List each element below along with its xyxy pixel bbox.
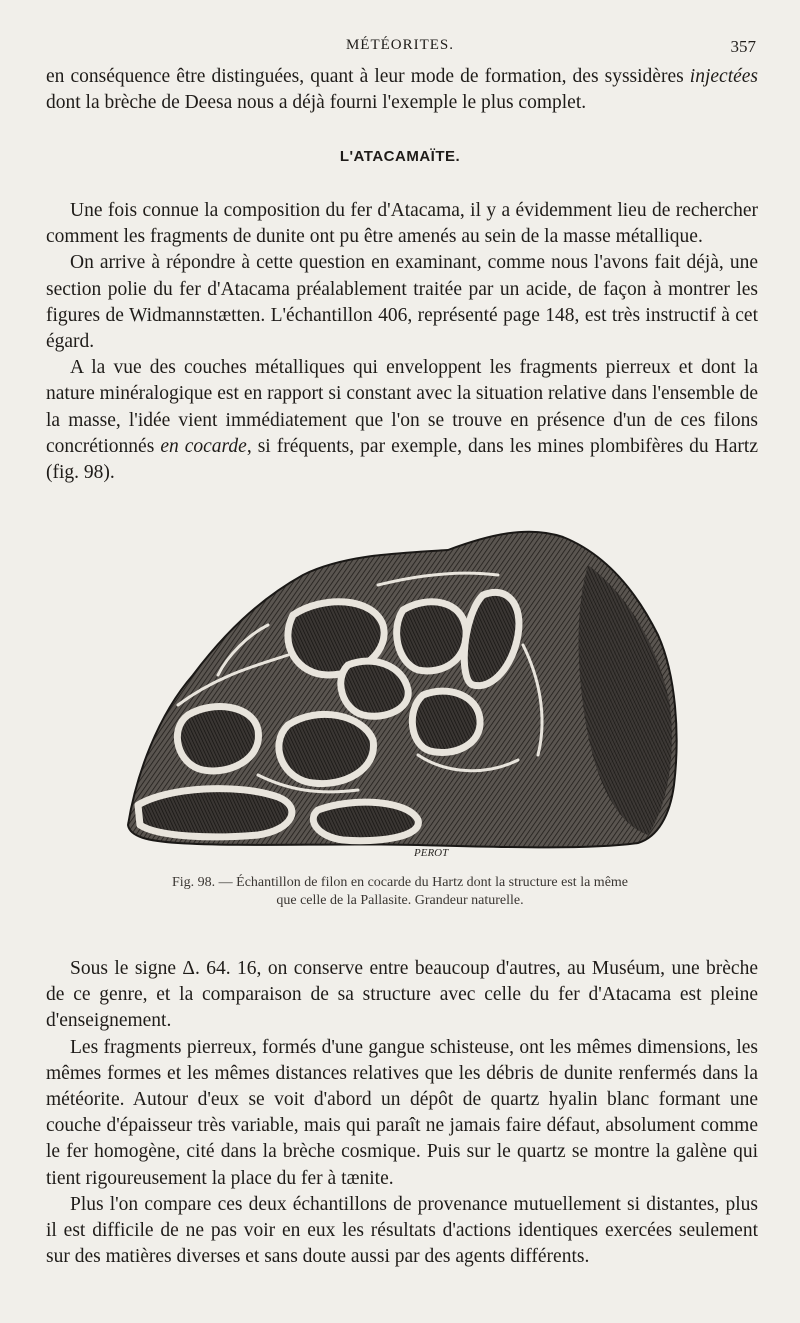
running-head (40, 37, 760, 61)
paragraph-3 (46, 355, 758, 486)
caption-line-1: Fig. 98. — Échantillon de filon en cocarde du Hartz dont la structure est la même (171, 875, 629, 890)
running-head-title: MÉTÉORITES. (345, 37, 455, 53)
section-body-bottom (46, 956, 758, 1270)
paragraph-3-a: A la vue des couches métalliques qui enveloppent les fragments pierreux et dont la nature minéralogique est en rapport si constant avec la situation relative dans l'ensemble de la masse, l'idée vient immédiatement que l'on se trouve en présence d'un de ces filons concrétionnés (46, 357, 758, 457)
intro-emphasis: injectées (689, 66, 759, 87)
figure-caption (100, 874, 700, 910)
paragraph-1: Une fois connue la composition du fer d'Atacama, il y a évidemment lieu de rechercher comment les fragments de dunite ont pu être amenés au sein de la masse métallique. (46, 200, 758, 248)
paragraph-5: Les fragments pierreux, formés d'une gangue schisteuse, ont les mêmes dimensions, les mêmes formes et les mêmes distances relatives que les débris de dunite renfermés dans la météorite. Autour d'eux se voit d'abord un dépôt de quartz hyalin blanc formant une couche d'épaisseur très variable, mais qui paraît ne jamais faire défaut, absolument comme le fer homogène, cité dans la brèche cosmique. Puis sur le quartz se montre la galène qui tient rigoureusement la place du fer à tænite. (46, 1036, 758, 1189)
ore-specimen-engraving (118, 525, 684, 865)
figure-98-illustration (118, 525, 684, 865)
paragraph-3-b: , si fréquents, par exemple, dans les mines plombifères du Hartz (fig. 98). (46, 435, 758, 484)
section-body-top (46, 198, 758, 486)
paragraph-3-emphasis: en cocarde (160, 435, 247, 457)
section-title: L'ATACAMAÏTE. (339, 148, 461, 165)
paragraph-2: On arrive à répondre à cette question en examinant, comme nous l'avons fait déjà, une section polie du fer d'Atacama préalablement traitée par un acide, de façon à montrer les figures de Widmannstætten. L'échantillon 406, représenté page 148, est très instructif à cet égard. (46, 252, 758, 353)
engraver-signature: PEROT (414, 847, 449, 859)
intro-line (46, 64, 758, 116)
page-number: 357 (730, 37, 756, 56)
intro-line-1: en conséquence être distinguées, quant à leur mode de formation, des syssidères (46, 66, 684, 87)
intro-paragraph (46, 64, 758, 116)
caption-line-2: que celle de la Pallasite. Grandeur naturelle. (276, 893, 524, 908)
paragraph-6: Plus l'on compare ces deux échantillons de provenance mutuellement si distantes, plus il est difficile de ne pas voir en eux les résultats d'actions identiques exercées seulement sur des matières diverses et sans doute aussi par des agents différents. (46, 1193, 758, 1268)
paragraph-4: Sous le signe Δ. 64. 16, on conserve entre beaucoup d'autres, au Muséum, une brèche de ce genre, et la comparaison de sa structure avec celle du fer d'Atacama est pleine d'enseignement. (46, 958, 758, 1032)
intro-line-2: dont la brèche de Deesa nous a déjà fourni l'exemple le plus complet. (46, 92, 587, 114)
